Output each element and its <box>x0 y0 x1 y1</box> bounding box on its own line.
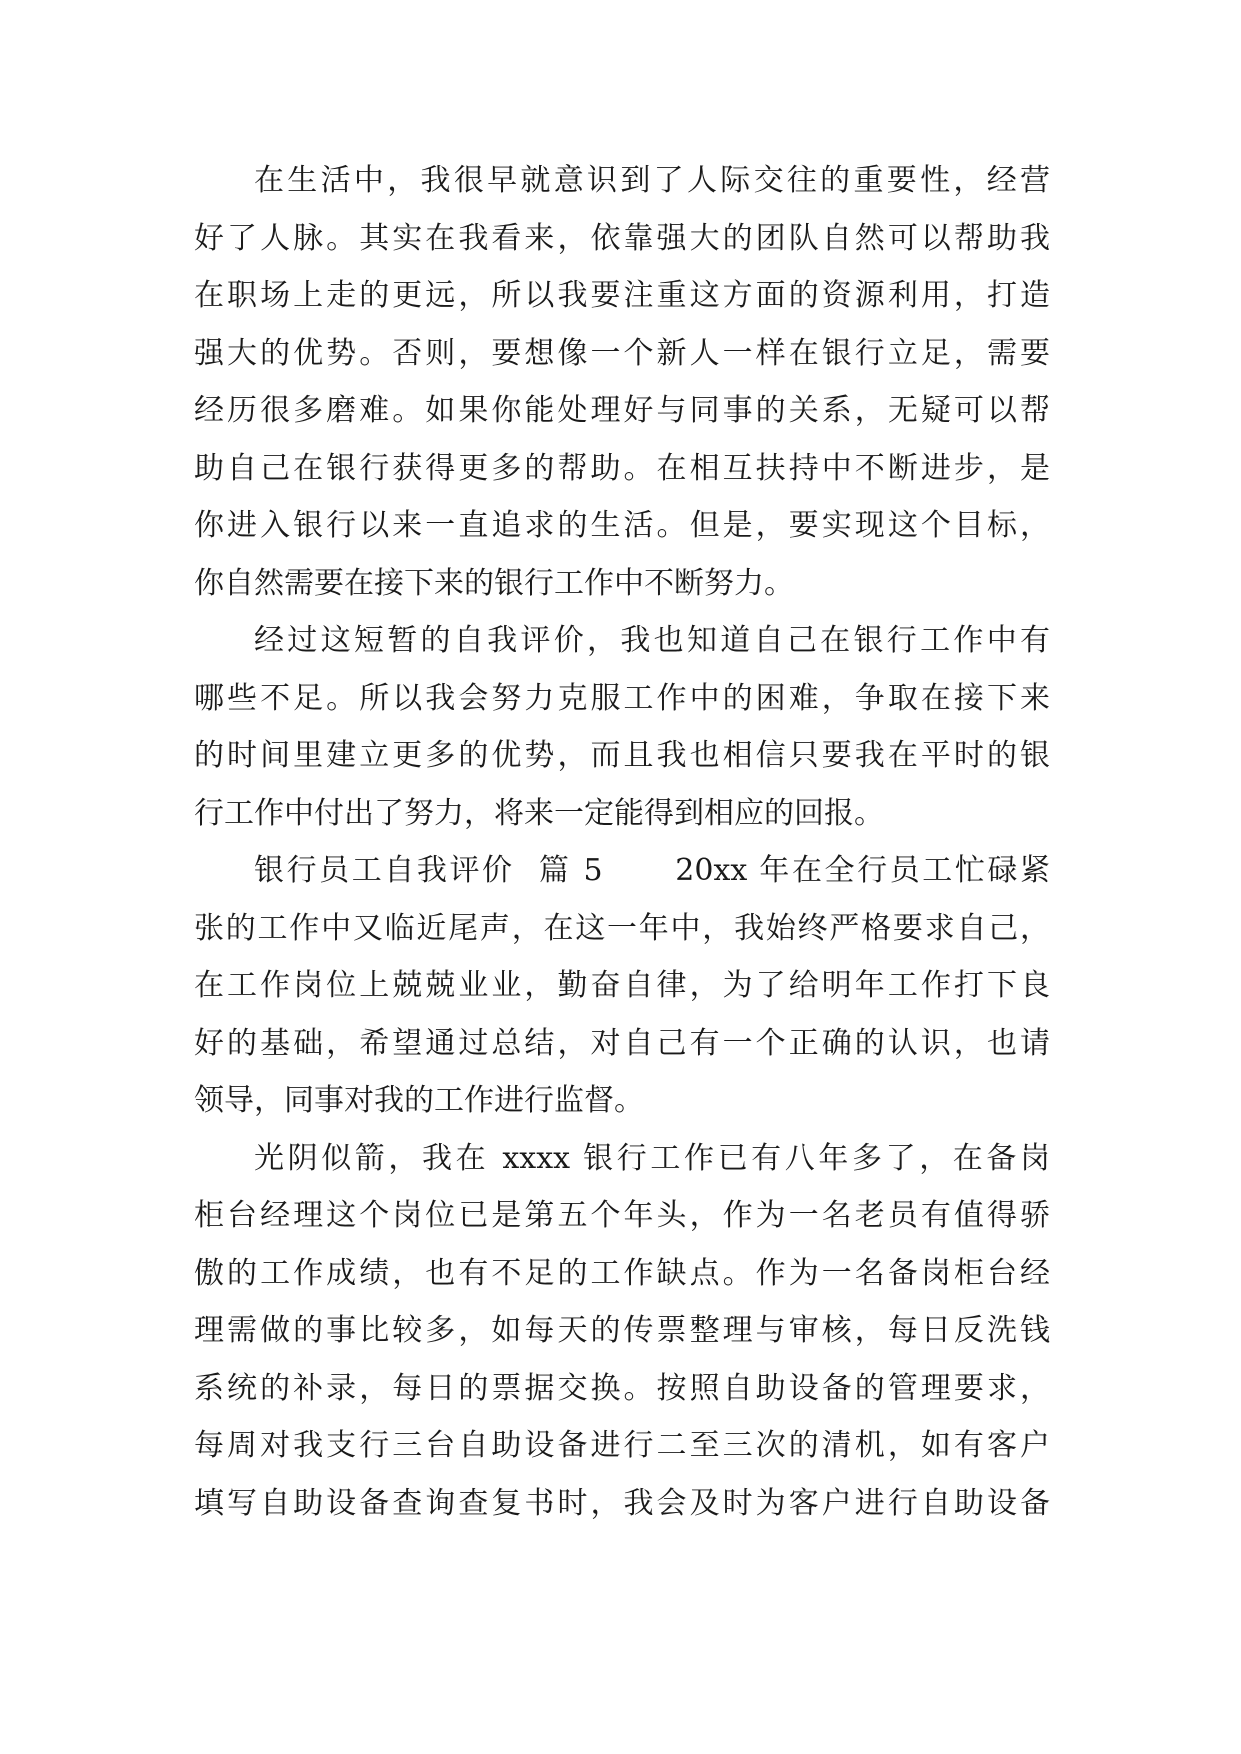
text-line: 在职场上走的更远，所以我要注重这方面的资源利用，打造 <box>194 278 1050 313</box>
section-heading-line: 银行员工自我评价 篇 5 20xx 年在全行员工忙碌紧 <box>254 853 1050 888</box>
paragraph-1 <box>194 152 1050 612</box>
text-line: 你进入银行以来一直追求的生活。但是，要实现这个目标， <box>194 508 1050 543</box>
text-line: 光阴似箭，我在 xxxx 银行工作已有八年多了，在备岗 <box>254 1140 1050 1176</box>
text-line: 领导，同事对我的工作进行监督。 <box>194 1083 644 1118</box>
text-line: 傲的工作成绩，也有不足的工作缺点。作为一名备岗柜台经 <box>194 1255 1050 1291</box>
text-line: 填写自助设备查询查复书时，我会及时为客户进行自助设备 <box>194 1485 1050 1521</box>
text-line: 每周对我支行三台自助设备进行二至三次的清机，如有客户 <box>194 1428 1050 1463</box>
text-line: 柜台经理这个岗位已是第五个年头，作为一名老员有值得骄 <box>194 1198 1050 1233</box>
document-body <box>194 152 1050 1532</box>
text-line: 系统的补录，每日的票据交换。按照自助设备的管理要求， <box>194 1370 1050 1406</box>
text-line: 好了人脉。其实在我看来，依靠强大的团队自然可以帮助我 <box>194 220 1050 256</box>
paragraph-3 <box>194 842 1050 1130</box>
text-line: 张的工作中又临近尾声，在这一年中，我始终严格要求自己， <box>194 910 1050 946</box>
text-line: 强大的优势。否则，要想像一个新人一样在银行立足，需要 <box>194 335 1050 371</box>
text-line: 你自然需要在接下来的银行工作中不断努力。 <box>194 565 794 601</box>
paragraph-2 <box>194 612 1050 842</box>
text-line: 好的基础，希望通过总结，对自己有一个正确的认识，也请 <box>194 1025 1050 1061</box>
text-line: 哪些不足。所以我会努力克服工作中的困难，争取在接下来 <box>194 680 1050 716</box>
text-line: 在工作岗位上兢兢业业，勤奋自律，为了给明年工作打下良 <box>194 968 1050 1003</box>
text-line: 经历很多磨难。如果你能处理好与同事的关系，无疑可以帮 <box>194 393 1050 428</box>
text-line: 经过这短暂的自我评价，我也知道自己在银行工作中有 <box>254 623 1050 658</box>
text-line: 行工作中付出了努力，将来一定能得到相应的回报。 <box>194 795 884 831</box>
text-line: 助自己在银行获得更多的帮助。在相互扶持中不断进步，是 <box>194 450 1050 486</box>
text-line: 的时间里建立更多的优势，而且我也相信只要我在平时的银 <box>194 738 1050 773</box>
text-line: 理需做的事比较多，如每天的传票整理与审核，每日反洗钱 <box>194 1313 1050 1348</box>
paragraph-4 <box>194 1130 1050 1533</box>
text-line: 在生活中，我很早就意识到了人际交往的重要性，经营 <box>254 163 1050 198</box>
